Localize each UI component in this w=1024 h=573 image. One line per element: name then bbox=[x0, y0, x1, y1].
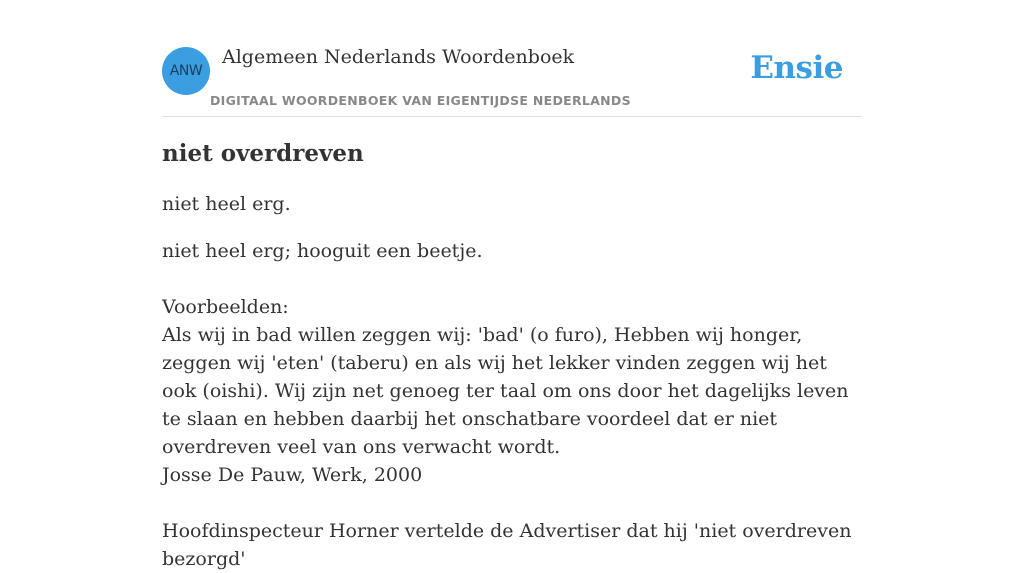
example-item bbox=[162, 321, 862, 489]
short-definition: niet heel erg. bbox=[162, 193, 291, 215]
example-item bbox=[162, 517, 862, 573]
long-definition: niet heel erg; hooguit een beetje. bbox=[162, 240, 483, 262]
site-header bbox=[162, 46, 862, 117]
entry-content bbox=[162, 138, 862, 573]
example-text: Als wij in bad willen zeggen wij: 'bad' (o furo), Hebben wij honger, zeggen wij 'eten' (taberu) en als wij het lekker vinden zeggen wij het ook (oishi). Wij zijn net genoeg ter taal om ons door het dagelijks leven te slaan en hebben daarbij het onschatbare voordeel dat er niet overdreven veel van ons verwacht wordt. bbox=[162, 324, 849, 458]
example-source: Josse De Pauw, Werk, 2000 bbox=[162, 464, 423, 486]
entry-headword: niet overdreven bbox=[162, 140, 364, 167]
site-subtitle: DIGITAAL WOORDENBOEK VAN EIGENTIJDSE NEDERLANDS bbox=[210, 93, 631, 108]
anw-logo[interactable]: ANW bbox=[162, 47, 210, 95]
examples-label: Voorbeelden: bbox=[162, 296, 289, 318]
ensie-brand-logo[interactable]: Ensie bbox=[750, 50, 843, 86]
example-text: Hoofdinspecteur Horner vertelde de Advertiser dat hij 'niet overdreven bezorgd' bbox=[162, 520, 852, 570]
site-title[interactable]: Algemeen Nederlands Woordenboek bbox=[222, 46, 575, 68]
